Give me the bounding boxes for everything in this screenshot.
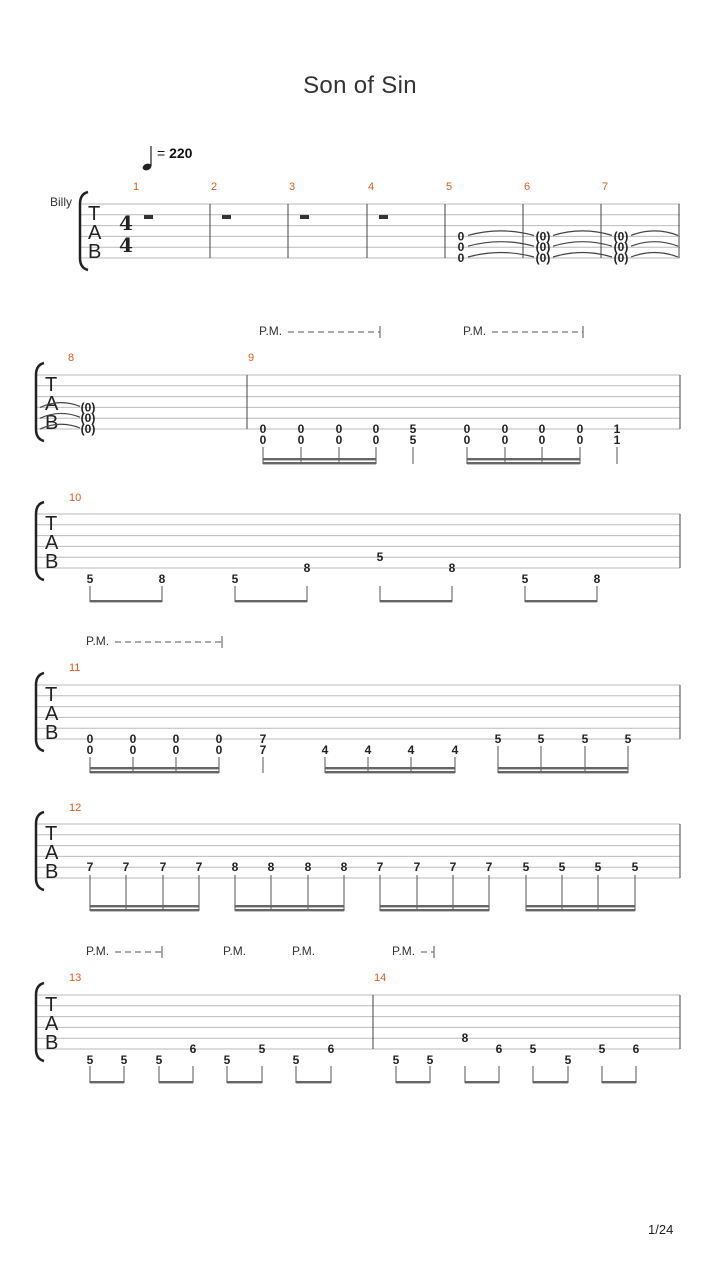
fret-number: 0 [215,732,223,746]
fret-number: 5 [231,571,239,586]
fret-number: 4 [321,742,329,757]
tie-arc [631,253,678,258]
beam [526,905,635,907]
fret-number: 6 [632,1042,640,1056]
fret-number: 0 [215,742,223,757]
fret-number: 0 [576,422,584,436]
tab-clef-letter: B [45,722,59,744]
beam [90,771,219,773]
fret-number: 5 [120,1052,128,1067]
fret-number: 8 [448,561,456,575]
fret-number: 7 [485,860,493,875]
fret-number: (0) [80,422,96,436]
fret-number: 6 [189,1042,197,1056]
fret-number: 1 [613,432,621,447]
tab-clef-letter: T [45,374,58,396]
fret-number: 5 [521,571,529,586]
fret-number: (0) [613,229,629,244]
beam [90,1081,124,1083]
beam [467,462,580,464]
bar-number: 8 [68,352,75,364]
fret-number: 0 [86,732,94,746]
fret-number: 7 [122,860,130,875]
tab-clef-letter: A [45,532,59,554]
beam [380,600,452,602]
fret-number: 7 [449,860,457,875]
fret-number: 8 [303,561,311,575]
beam [602,1081,636,1083]
fret-number: 5 [155,1052,163,1067]
beam [159,1081,193,1083]
beam [325,771,455,773]
beam [263,458,376,460]
palm-mute-label: P.M. [86,634,110,648]
fret-number: 6 [327,1042,335,1056]
fret-number: 7 [376,860,384,875]
fret-number: 0 [372,422,380,436]
fret-number: 7 [259,732,267,746]
fret-number: 5 [409,422,417,436]
beam [235,600,307,602]
bar-number: 3 [289,181,296,193]
fret-number: 0 [129,732,137,746]
fret-number: 0 [501,422,509,436]
fret-number: 0 [538,422,546,436]
tab-clef-letter: A [88,222,102,244]
tie-arc [468,242,534,247]
palm-mute-label: P.M. [392,944,416,958]
fret-number: 4 [451,742,459,757]
fret-number: (0) [535,229,551,244]
time-signature-top: 4 [119,211,133,235]
fret-number: 6 [495,1042,503,1056]
tie-arc [553,242,612,247]
tab-clef-letter: A [45,703,59,725]
fret-number: 5 [409,432,417,447]
fret-number: 5 [581,732,589,746]
fret-number: 0 [297,422,305,436]
fret-number: 5 [631,860,639,875]
fret-number: 5 [86,1052,94,1067]
beam [90,767,219,769]
fret-number: 5 [376,550,384,565]
fret-number: 7 [413,860,421,875]
fret-number: 5 [598,1042,606,1056]
fret-number: 5 [426,1052,434,1067]
beam [296,1081,331,1083]
tempo-prefix: = [157,145,170,161]
beam [90,909,199,911]
fret-number: 7 [259,742,267,757]
bar-number: 1 [133,181,140,193]
bar-number: 9 [248,352,255,364]
bar-number: 6 [524,181,531,193]
beam [526,909,635,911]
whole-rest [300,215,309,219]
fret-number: 0 [297,432,305,447]
palm-mute-label: P.M. [86,944,110,958]
fret-number: 7 [195,860,203,875]
fret-number: 0 [463,432,471,447]
fret-number: 8 [158,571,166,586]
tab-clef-letter: A [45,1013,59,1035]
beam [498,771,628,773]
bar-number: 11 [69,662,81,674]
fret-number: 0 [457,251,465,265]
fret-number: 8 [340,860,348,875]
palm-mute-label: P.M. [259,324,283,338]
beam [227,1081,262,1083]
beam [498,767,628,769]
tie-arc [553,253,612,258]
tab-clef-letter: B [88,241,102,263]
tie-arc [468,231,534,236]
fret-number: 5 [624,732,632,746]
fret-number: 0 [129,742,137,757]
bar-number: 2 [211,181,218,193]
beam [533,1081,568,1083]
instrument-name: Billy [50,195,73,209]
fret-number: 8 [593,571,601,586]
fret-number: 5 [494,732,502,746]
tab-clef-letter: B [45,412,59,434]
beam [90,600,162,602]
bar-number: 7 [602,181,609,193]
fret-number: 7 [159,860,167,875]
tie-arc [631,242,678,247]
fret-number: 1 [613,422,621,436]
fret-number: (0) [613,240,629,255]
palm-mute-label: P.M. [292,944,316,958]
beam [467,458,580,460]
tab-clef-letter: B [45,551,59,573]
fret-number: 8 [231,860,239,875]
bar-number: 14 [374,972,387,984]
beam [525,600,597,602]
bar-number: 10 [69,492,82,504]
tab-clef-letter: T [45,684,58,706]
beam [235,905,344,907]
bar-number: 5 [446,181,453,193]
palm-mute-label: P.M. [463,324,487,338]
tab-clef-letter: T [45,994,58,1016]
fret-number: 5 [522,860,530,875]
fret-number: 5 [537,732,545,746]
fret-number: 0 [463,422,471,436]
fret-number: 0 [259,422,267,436]
fret-number: 4 [364,742,372,757]
beam [465,1081,499,1083]
fret-number: 5 [223,1052,231,1067]
fret-number: 5 [594,860,602,875]
tab-clef-letter: A [45,393,59,415]
fret-number: 0 [501,432,509,447]
beam [235,909,344,911]
whole-rest [144,215,153,219]
tab-clef-letter: T [45,513,58,535]
time-signature-bottom: 4 [119,233,133,257]
fret-number: 7 [86,860,94,875]
fret-number: 5 [86,571,94,586]
fret-number: 8 [461,1031,469,1046]
bar-number: 4 [368,181,375,193]
fret-number: (0) [80,400,96,415]
beam [325,767,455,769]
fret-number: (0) [613,251,629,265]
fret-number: 0 [172,732,180,746]
fret-number: 5 [258,1042,266,1056]
fret-number: 5 [392,1052,400,1067]
song-title: Son of Sin [303,72,417,99]
fret-number: 0 [372,432,380,447]
beam [396,1081,430,1083]
whole-rest [222,215,231,219]
fret-number: (0) [80,411,96,426]
fret-number: (0) [535,251,551,265]
tempo-value: 220 [169,145,193,161]
fret-number: 5 [529,1042,537,1056]
tab-clef-letter: T [45,823,58,845]
beam [263,462,376,464]
tab-clef-letter: T [88,203,101,225]
tab-clef-letter: B [45,1032,59,1054]
fret-number: 0 [86,742,94,757]
beam [380,905,489,907]
palm-mute-label: P.M. [223,944,247,958]
tab-clef-letter: A [45,842,59,864]
bar-number: 12 [69,802,82,814]
fret-number: 0 [457,229,465,244]
fret-number: 8 [267,860,275,875]
fret-number: 4 [407,742,415,757]
tab-clef-letter: B [45,861,59,883]
fret-number: 0 [457,240,465,255]
beam [380,909,489,911]
fret-number: 0 [259,432,267,447]
fret-number: 5 [564,1052,572,1067]
beam [90,905,199,907]
fret-number: 5 [558,860,566,875]
whole-rest [379,215,388,219]
fret-number: 8 [304,860,312,875]
page-number: 1/24 [648,1222,674,1237]
fret-number: 0 [172,742,180,757]
tie-arc [468,253,534,258]
fret-number: 0 [538,432,546,447]
bar-number: 13 [69,972,82,984]
tie-arc [631,231,678,236]
fret-number: 5 [292,1052,300,1067]
fret-number: (0) [535,240,551,255]
fret-number: 0 [576,432,584,447]
fret-number: 0 [335,432,343,447]
tie-arc [553,231,612,236]
fret-number: 0 [335,422,343,436]
